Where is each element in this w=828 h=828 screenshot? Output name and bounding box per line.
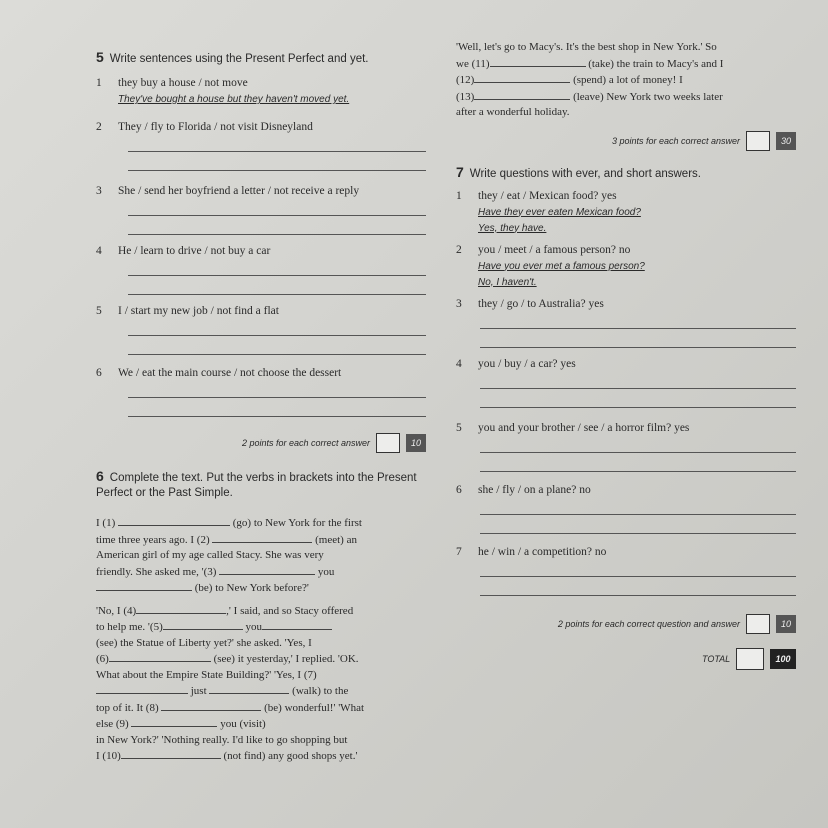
item-number: 4 (456, 357, 462, 370)
ex7-item (456, 422, 796, 434)
item-number: 2 (456, 243, 462, 256)
max-score: 30 (776, 132, 796, 150)
points-note: 2 points for each correct answer (241, 438, 370, 448)
gap-3[interactable] (219, 564, 315, 575)
item-prompt: they buy a house / not move (118, 77, 248, 89)
text-segment: you (317, 565, 335, 578)
answer-line[interactable] (128, 216, 426, 235)
text-segment: (go) to New York for the first (232, 517, 362, 529)
item-number: 6 (96, 367, 102, 379)
passage-line (96, 748, 426, 765)
text-segment: to help me. '(5) (96, 621, 163, 633)
gap-10[interactable] (121, 748, 221, 759)
item-prompt: I / start my new job / not find a flat (118, 305, 279, 317)
answer-line[interactable] (128, 133, 426, 152)
passage-line (456, 105, 796, 121)
ex7-item (456, 244, 796, 288)
item-prompt: she / fly / on a plane? no (478, 483, 591, 496)
text-segment: 'No, I (4) (96, 604, 137, 617)
text-segment: (be) to New York before?' (194, 582, 309, 594)
ex5-item (96, 77, 426, 105)
text-segment: ,' I said, and so Stacy offered (226, 604, 354, 617)
passage-line (96, 515, 426, 532)
ex7-title: Write questions with ever, and short answers. (469, 167, 701, 180)
ex7-number: 7 (456, 163, 464, 180)
text-segment: friendly. She asked me, '(3) (96, 565, 217, 578)
right-column (456, 40, 796, 670)
answer-line[interactable] (128, 197, 426, 216)
gap-6[interactable] (109, 651, 211, 662)
sample-answer: They've bought a house but they haven't moved yet. (118, 94, 350, 105)
text-segment: in New York?' 'Nothing really. I'd like to go shopping but (96, 733, 348, 746)
answer-line[interactable] (480, 310, 796, 329)
ex6-passage (96, 515, 426, 765)
text-segment: (be) wonderful!' 'What (264, 701, 365, 714)
ex6-passage-continued (456, 40, 796, 121)
ex5-points (96, 433, 426, 453)
gap-8[interactable] (161, 700, 261, 711)
text-segment: you (245, 621, 262, 633)
gap-3b[interactable] (96, 580, 192, 591)
text-segment: time three years ago. I (2) (96, 533, 210, 546)
ex7-item (456, 190, 796, 234)
sample-short-answer: Yes, they have. (478, 222, 547, 234)
item-number: 5 (96, 305, 102, 317)
text-segment: just (190, 685, 207, 697)
sample-question: Have they ever eaten Mexican food? (478, 206, 641, 218)
passage-line (96, 651, 426, 668)
points-note: 3 points for each correct answer (611, 135, 740, 146)
answer-line[interactable] (128, 317, 426, 336)
text-segment: top of it. It (8) (96, 701, 159, 714)
text-segment: after a wonderful holiday. (456, 106, 570, 118)
passage-line (96, 564, 426, 581)
item-number: 2 (96, 121, 102, 133)
passage-line (456, 40, 796, 56)
gap-2[interactable] (212, 532, 312, 543)
passage-line (456, 56, 796, 73)
item-prompt: he / win / a competition? no (478, 545, 607, 558)
total-score: 100 (770, 649, 796, 669)
item-number: 7 (456, 545, 462, 558)
text-segment: (12) (456, 74, 475, 86)
answer-line[interactable] (480, 515, 796, 534)
answer-line[interactable] (128, 152, 426, 171)
item-prompt: you / meet / a famous person? no (478, 243, 631, 256)
item-number: 6 (456, 483, 462, 496)
answer-line[interactable] (128, 276, 426, 295)
text-segment: else (9) (96, 718, 129, 730)
item-number: 1 (456, 189, 462, 202)
answer-line[interactable] (128, 336, 426, 355)
ex7-item (456, 546, 796, 558)
passage-line (96, 668, 426, 684)
passage-line (96, 683, 426, 700)
item-number: 5 (456, 421, 462, 434)
passage-line (96, 700, 426, 717)
item-prompt: We / eat the main course / not choose the dessert (118, 367, 342, 379)
score-box[interactable] (746, 614, 770, 634)
item-prompt: you and your brother / see / a horror film? yes (478, 421, 690, 434)
item-number: 3 (456, 297, 462, 310)
ex5-number: 5 (96, 49, 104, 65)
answer-line[interactable] (480, 389, 796, 408)
item-number: 3 (96, 185, 102, 197)
text-segment: (walk) to the (292, 685, 349, 697)
gap-12[interactable] (474, 72, 570, 83)
ex7-item (456, 484, 796, 496)
text-segment: 'Well, let's go to Macy's. It's the best shop in New York.' So (456, 41, 717, 53)
total-label: TOTAL (702, 653, 731, 664)
answer-line[interactable] (480, 434, 796, 453)
text-segment: you (visit) (220, 718, 266, 730)
answer-line[interactable] (128, 379, 426, 398)
item-prompt: they / eat / Mexican food? yes (478, 189, 617, 202)
gap-7b[interactable] (209, 683, 289, 694)
text-segment: (meet) an (315, 533, 357, 546)
max-score: 10 (406, 434, 426, 452)
ex6-number: 6 (96, 468, 104, 484)
answer-line[interactable] (480, 577, 796, 596)
text-segment: I (1) (96, 517, 116, 529)
answer-line[interactable] (480, 329, 796, 348)
item-prompt: He / learn to drive / not buy a car (118, 245, 271, 257)
total-row (456, 648, 796, 670)
ex7-points (456, 614, 796, 634)
answer-line[interactable] (128, 398, 426, 417)
passage-line (96, 603, 426, 620)
text-segment: (13) (456, 90, 475, 103)
gap-9[interactable] (131, 716, 217, 727)
passage-line (96, 548, 426, 564)
answer-line[interactable] (128, 257, 426, 276)
passage-line (96, 716, 426, 733)
ex6-heading (96, 469, 426, 501)
ex5-title: Write sentences using the Present Perfect and yet. (109, 53, 369, 65)
text-segment: (not find) any good shops yet.' (223, 750, 358, 762)
sample-short-answer: No, I haven't. (478, 276, 537, 288)
ex5-item (96, 121, 426, 133)
text-segment: American girl of my age called Stacy. She was very (96, 549, 324, 561)
text-segment: (see) the Statue of Liberty yet?' she asked. 'Yes, I (96, 636, 312, 649)
text-segment: (take) the train to Macy's and I (588, 57, 724, 70)
max-score: 10 (776, 615, 796, 633)
answer-line[interactable] (480, 496, 796, 515)
item-prompt: they / go / to Australia? yes (478, 297, 604, 310)
sample-question: Have you ever met a famous person? (478, 260, 645, 272)
ex6-points (456, 131, 796, 151)
passage-line (456, 89, 796, 106)
ex7-item (456, 298, 796, 310)
text-segment: (6) (96, 653, 109, 665)
item-prompt: They / fly to Florida / not visit Disneyland (118, 121, 313, 133)
gap-5b[interactable] (262, 619, 332, 630)
answer-line[interactable] (480, 370, 796, 389)
item-number: 4 (96, 245, 102, 257)
gap-7[interactable] (96, 683, 188, 694)
gap-5[interactable] (163, 619, 243, 630)
passage-line (96, 636, 426, 652)
ex5-item (96, 245, 426, 257)
text-segment: (see) it yesterday,' I replied. 'OK. (213, 653, 359, 665)
passage-line (96, 619, 426, 636)
item-number: 1 (96, 77, 102, 89)
passage-line (96, 532, 426, 549)
gap-13[interactable] (474, 89, 570, 100)
text-segment: (spend) a lot of money! I (573, 74, 683, 86)
ex5-heading (96, 50, 426, 67)
gap-4[interactable] (136, 603, 226, 614)
gap-11[interactable] (490, 56, 586, 67)
ex7-item (456, 358, 796, 370)
item-prompt: you / buy / a car? yes (478, 357, 576, 370)
ex5-item (96, 185, 426, 197)
left-column (96, 50, 426, 765)
text-segment: I (10) (96, 750, 121, 762)
text-segment: we (11) (456, 57, 490, 70)
score-box[interactable] (746, 131, 770, 151)
passage-line (96, 733, 426, 749)
ex5-item (96, 367, 426, 379)
text-segment: What about the Empire State Building?' 'Yes, I (7) (96, 668, 317, 681)
passage-line (96, 580, 426, 597)
ex5-item (96, 305, 426, 317)
answer-line[interactable] (480, 453, 796, 472)
ex7-heading (456, 165, 796, 182)
gap-1[interactable] (118, 515, 230, 526)
score-box[interactable] (376, 433, 400, 453)
answer-line[interactable] (480, 558, 796, 577)
total-box[interactable] (736, 648, 764, 670)
item-prompt: She / send her boyfriend a letter / not receive a reply (118, 185, 360, 197)
passage-line (456, 72, 796, 89)
ex6-title: Complete the text. Put the verbs in brackets into the Present Perfect or the Past Simple. (96, 472, 417, 499)
text-segment: (leave) New York two weeks later (573, 90, 723, 103)
points-note: 2 points for each correct question and answer (557, 618, 740, 629)
